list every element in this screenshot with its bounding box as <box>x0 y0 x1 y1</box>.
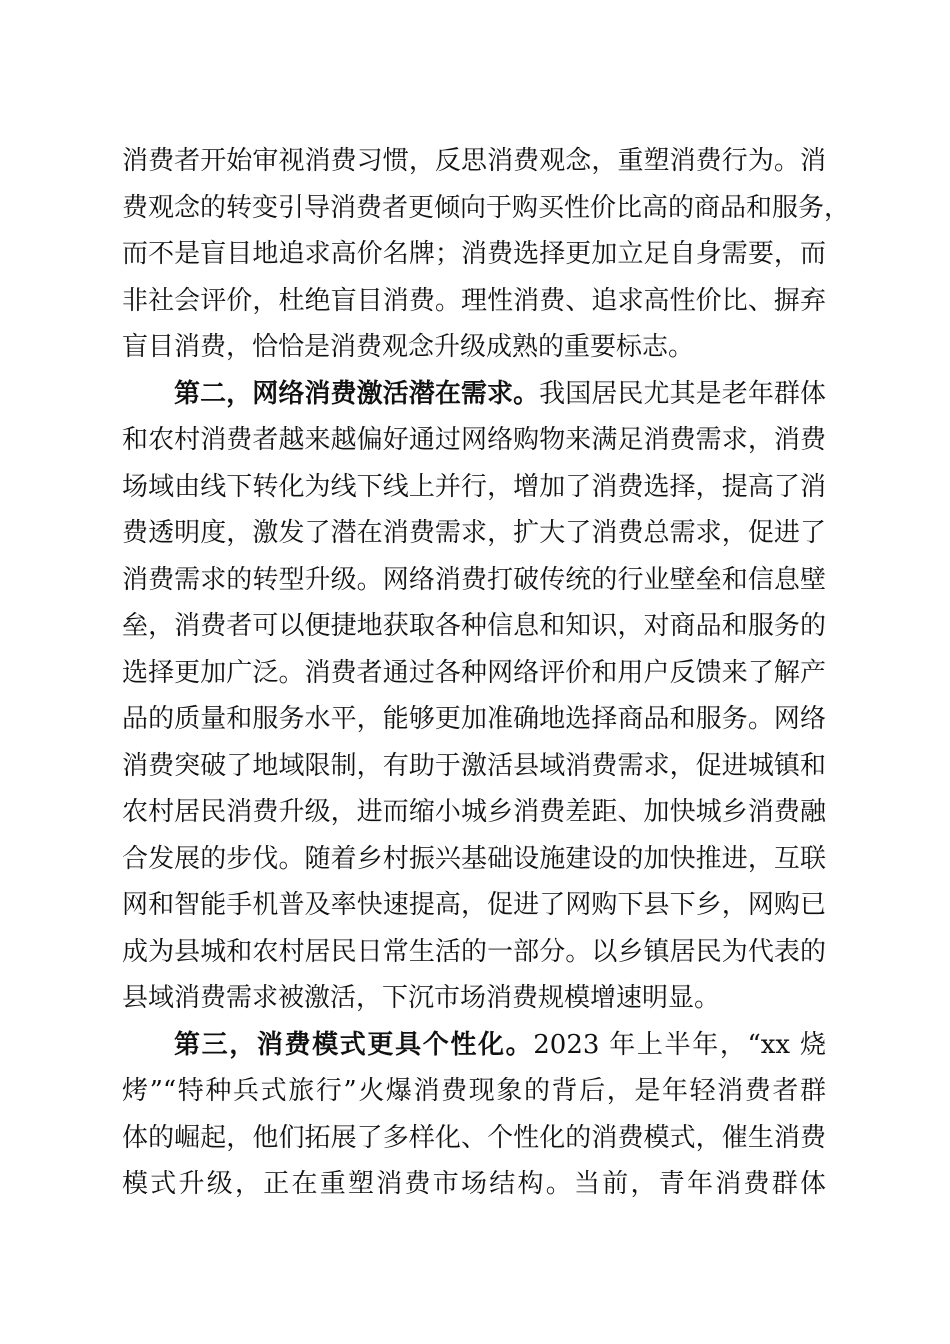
paragraph-2 <box>122 371 826 1022</box>
text-line: 选择更加广泛。消费者通过各种网络评价和用户反馈来了解产 <box>122 657 826 688</box>
text-line: 非社会评价，杜绝盲目消费。理性消费、追求高性价比、摒弃 <box>122 285 826 316</box>
text-line: 费观念的转变引导消费者更倾向于购买性价比高的商品和服务， <box>122 192 851 223</box>
text-line: 场域由线下转化为线下线上并行，增加了消费选择，提高了消 <box>122 471 826 502</box>
paragraph-first-line <box>122 1022 826 1069</box>
paragraph-heading: 第三，消费模式更具个性化。 <box>174 1029 534 1060</box>
text-line: 消费突破了地域限制，有助于激活县域消费需求，促进城镇和 <box>122 750 826 781</box>
text-span: 2023 年上半年，“xx 烧 <box>533 1029 826 1060</box>
text-line: 县域消费需求被激活，下沉市场消费规模增速明显。 <box>122 983 721 1013</box>
text-line: 费透明度，激发了潜在消费需求，扩大了消费总需求，促进了 <box>122 518 826 548</box>
text-line: 成为县城和农村居民日常生活的一部分。以乡镇居民为代表的 <box>122 936 826 967</box>
text-line: 品的质量和服务水平，能够更加准确地选择商品和服务。网络 <box>122 704 826 734</box>
text-line: 体的崛起，他们拓展了多样化、个性化的消费模式，催生消费 <box>122 1122 826 1153</box>
text-line: 垒，消费者可以便捷地获取各种信息和知识，对商品和服务的 <box>122 611 826 641</box>
text-line: 烤”“特种兵式旅行”火爆消费现象的背后，是年轻消费者群 <box>122 1076 826 1106</box>
paragraph-1 <box>122 138 851 371</box>
paragraph-3 <box>122 1022 826 1208</box>
text-line: 模式升级，正在重塑消费市场结构。当前，青年消费群体 <box>122 1169 826 1199</box>
text-line: 盲目消费，恰恰是消费观念升级成熟的重要标志。 <box>122 332 695 362</box>
text-line: 合发展的步伐。随着乡村振兴基础设施建设的加快推进，互联 <box>122 843 826 874</box>
paragraph-heading: 第二，网络消费激活潜在需求。 <box>174 378 540 409</box>
text-line: 消费者开始审视消费习惯，反思消费观念，重塑消费行为。消 <box>122 146 826 176</box>
text-span: 我国居民尤其是老年群体 <box>539 378 826 409</box>
text-line: 农村居民消费升级，进而缩小城乡消费差距、加快城乡消费融 <box>122 797 826 827</box>
text-line: 和农村消费者越来越偏好通过网络购物来满足消费需求，消费 <box>122 425 826 455</box>
text-line: 网和智能手机普及率快速提高，促进了网购下县下乡，网购已 <box>122 890 826 920</box>
document-body <box>122 138 851 1208</box>
text-line: 而不是盲目地追求高价名牌；消费选择更加立足自身需要，而 <box>122 239 826 269</box>
paragraph-first-line <box>122 371 826 418</box>
text-line: 消费需求的转型升级。网络消费打破传统的行业壁垒和信息壁 <box>122 564 826 595</box>
